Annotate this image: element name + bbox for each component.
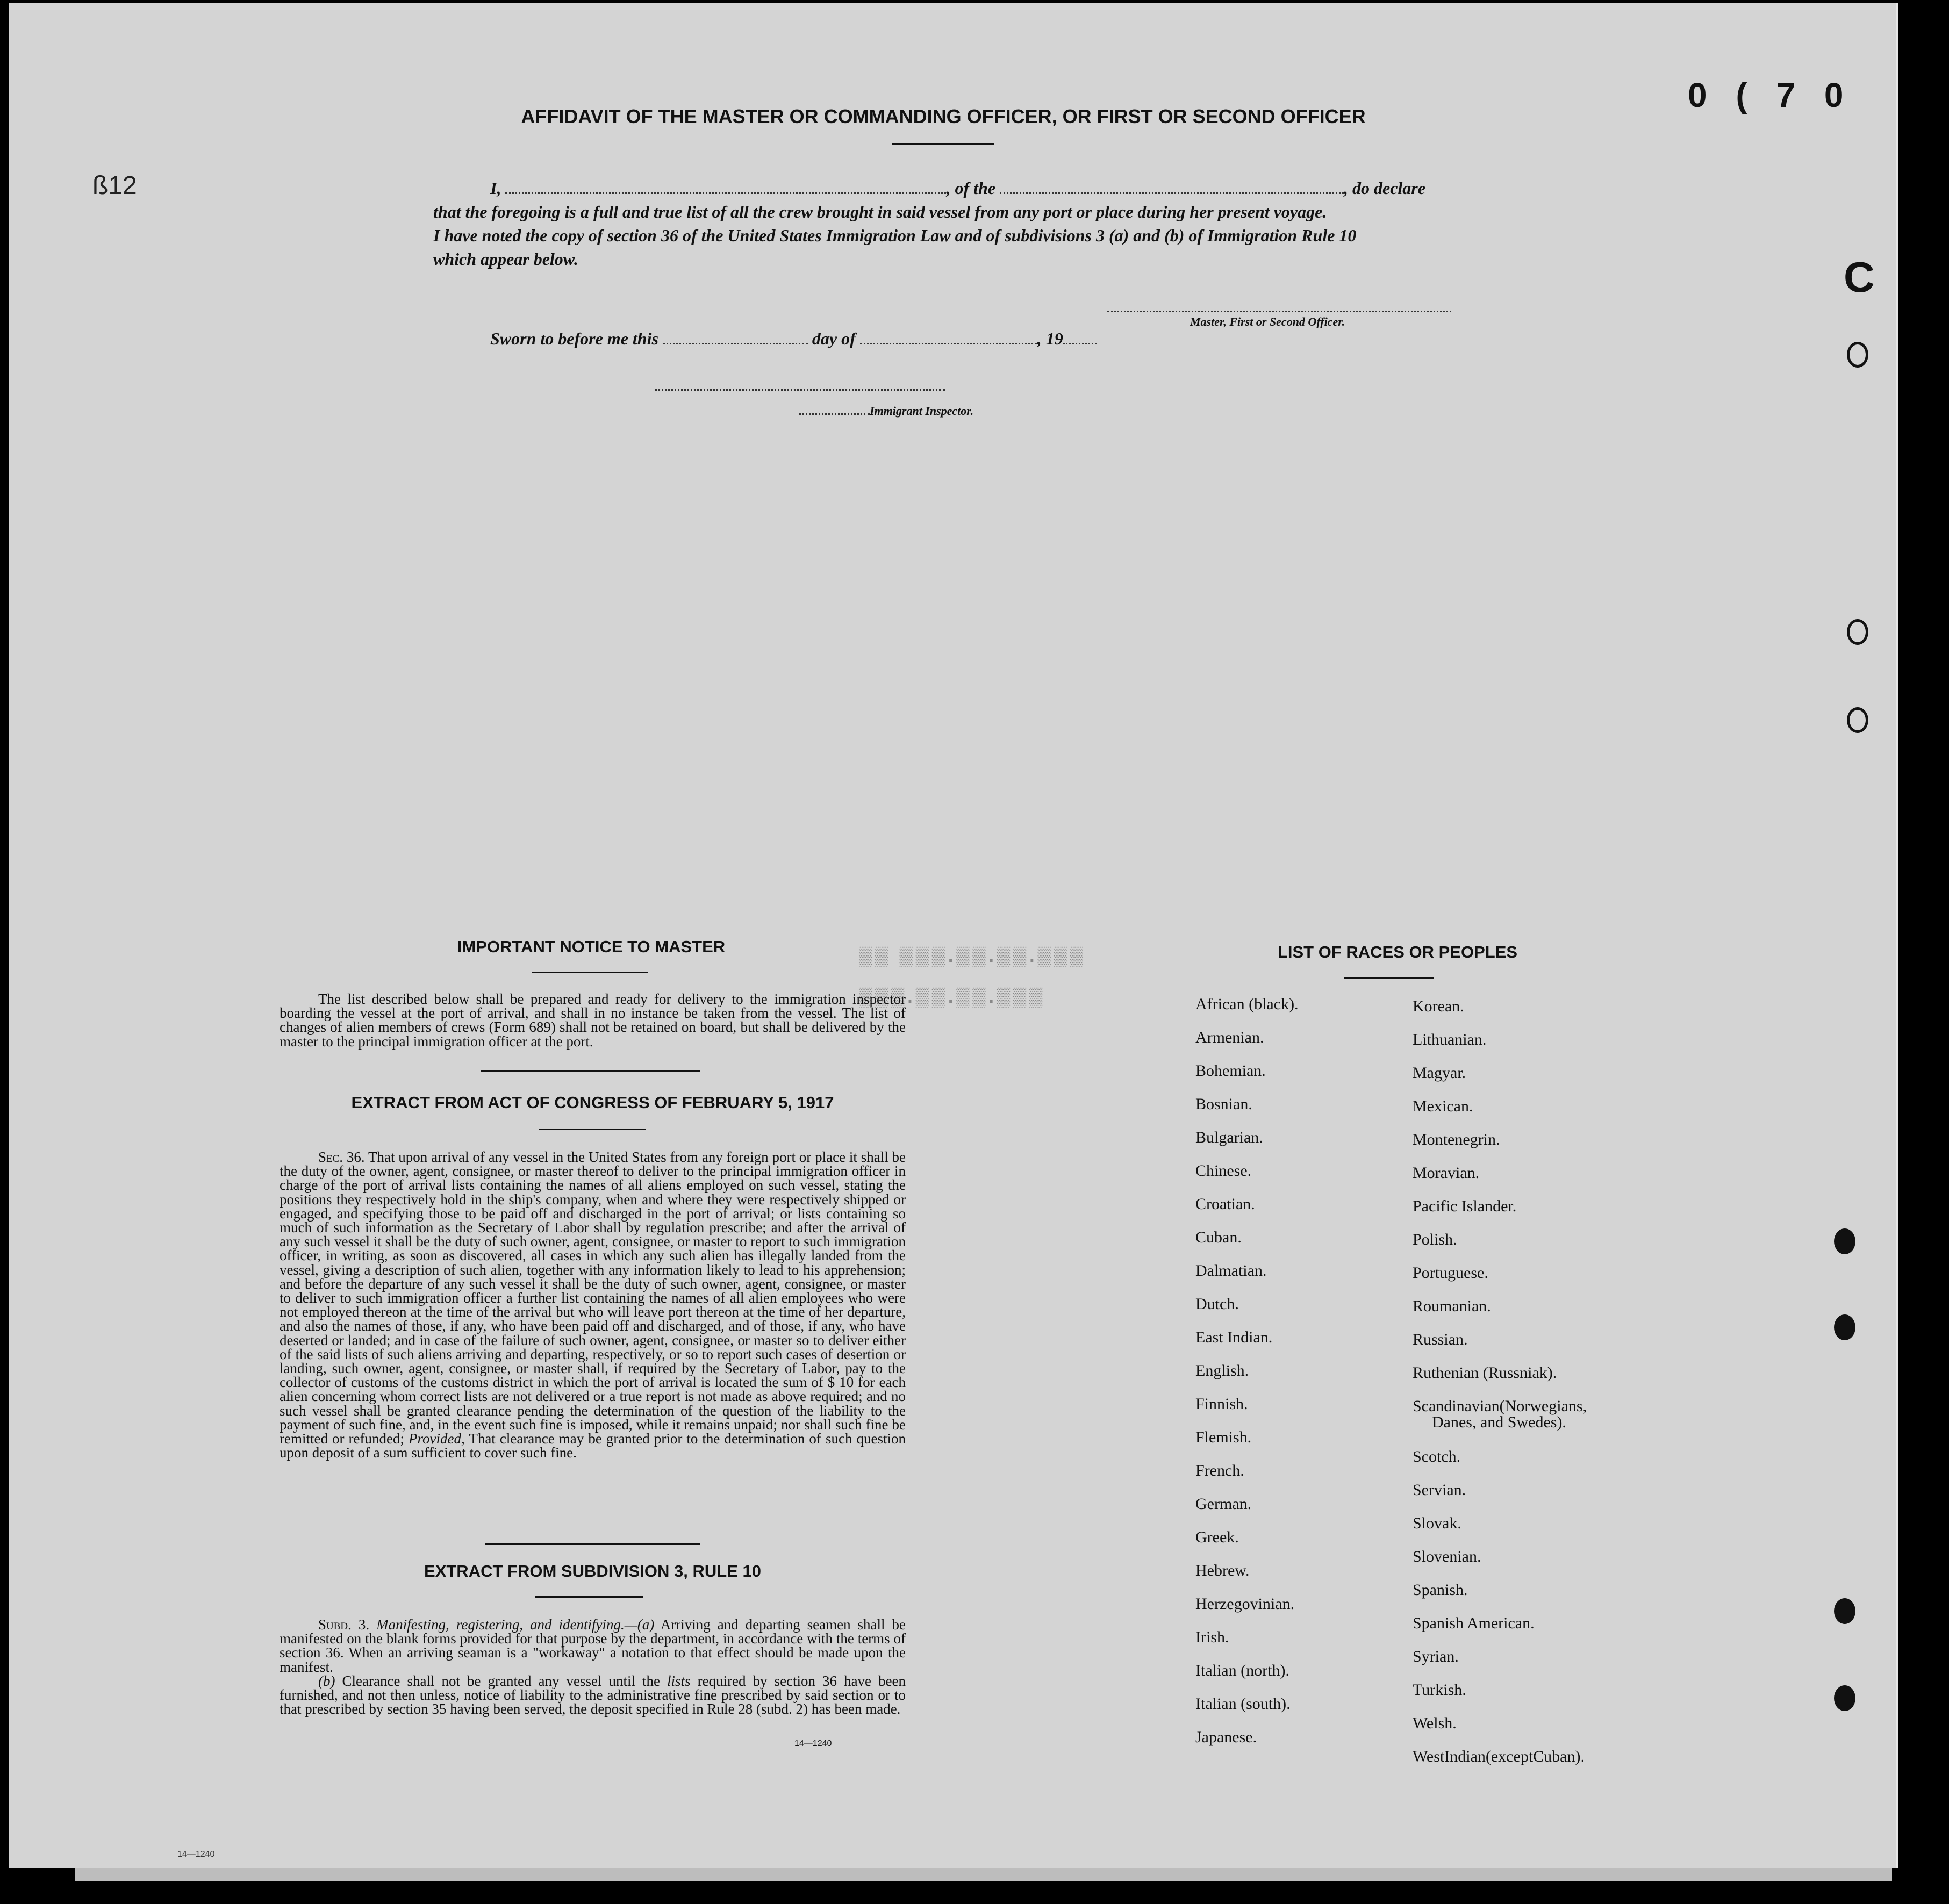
binding-hole [1847, 342, 1868, 368]
affidavit-line-4: which appear below. [433, 249, 578, 269]
race-item: Turkish. [1413, 1681, 1466, 1699]
binding-hole [1847, 707, 1868, 733]
act-text: That upon arrival of any vessel in the United States from any foreign port or place it shall be the duty of the owner, agent, consignee, or master thereof to deliver to the principal immigration officer in charge of the port of arrival lists containing the names of all aliens employed on such vessel, stating the positions they respectively hold in the ship's company, when and where they were respectively shipped or engaged, and specifying those to be paid off and discharged in the port of arrival; or lists containing so much of such information as the Secretary of Labor shall by regulation prescribe; and after the arrival of any such vessel it shall be the duty of such owner, agent, consignee, or master to report to such immigration officer, in writing, as soon as discovered, all cases in which any such alien has illegally landed from the vessel, giving a description of such alien, together with any information likely to lead to his apprehension; and before the departure of any such vessel it shall be the duty of such owner, agent, consignee, or master to deliver to such immigration officer a further list containing the names of all alien employees who were not employed thereon at the time of the arrival but who will leave port thereon at the time of her departure, and also the names of those, if any, who have been paid off and discharged, and of those, if any, who have deserted or landed; and in case of the failure of such owner, agent, consignee, or master so to deliver either of the said lists of such aliens arriving and departing, respectively, or so to report such cases of desertion or landing, such owner, agent, consignee, or master shall, if required by the Secretary of Labor, pay to the collector of customs of the customs district in which the port of arrival is located the sum of $ 10 for each alien concerning whom correct lists are not delivered or a true report is not made as above required; and no such vessel shall be granted clearance pending the determination of the question of the liability to the payment of such fine, and, in the event such fine is imposed, while it remains unpaid; nor shall such fine be remitted or refunded; [280, 1149, 906, 1447]
master-caption: Master, First or Second Officer. [1190, 315, 1345, 328]
race-item: Danes, and Swedes). [1432, 1413, 1566, 1431]
affidavit-line-1 [490, 178, 1425, 198]
race-item: Flemish. [1195, 1428, 1252, 1446]
race-item: Montenegrin. [1413, 1131, 1500, 1148]
rule-body [280, 1618, 906, 1716]
race-item: Dalmatian. [1195, 1262, 1267, 1280]
race-item: Irish. [1195, 1628, 1229, 1646]
race-item: Pacific Islander. [1413, 1197, 1517, 1215]
rule-paragraph-b [280, 1674, 906, 1716]
race-item: Bohemian. [1195, 1062, 1266, 1080]
race-item: Servian. [1413, 1481, 1466, 1499]
race-item: Italian (north). [1195, 1662, 1289, 1679]
race-item: East Indian. [1195, 1328, 1273, 1346]
affidavit-i: I, [490, 178, 501, 198]
race-item: Lithuanian. [1413, 1031, 1487, 1048]
binding-hole [1834, 1598, 1855, 1624]
race-item: English. [1195, 1362, 1249, 1379]
notice-separator [481, 1070, 700, 1072]
rule-rule [535, 1596, 643, 1598]
race-item: Portuguese. [1413, 1264, 1488, 1282]
inspector-caption [799, 404, 973, 418]
rule-subd-heading: Manifesting, registering, and identifying.—(a) [376, 1616, 655, 1633]
bottom-form-number: 14—1240 [177, 1850, 215, 1859]
binding-hole [1834, 1314, 1855, 1340]
margin-note-left: ß12 [92, 171, 137, 200]
faded-show-through: ▒▒▒.▒▒.▒▒.▒▒▒ [859, 987, 1046, 1007]
affidavit-declare: , do declare [1344, 178, 1425, 198]
affidavit-line-3: I have noted the copy of section 36 of the United States Immigration Law and of subdivisions 3 (a) and (b) of Immigration Rule 10 [433, 226, 1357, 245]
race-item: WestIndian(exceptCuban). [1413, 1748, 1585, 1765]
binding-hole [1834, 1685, 1855, 1711]
inspector-signature-line [655, 389, 945, 391]
race-item: Polish. [1413, 1231, 1457, 1248]
act-body [280, 1150, 906, 1460]
race-item: Russian. [1413, 1331, 1468, 1348]
race-item: French. [1195, 1462, 1244, 1479]
race-item: German. [1195, 1495, 1252, 1513]
rule-para-b-2: required by section 36 have been furnished, and not then unless, notice of liability to the administrative fine prescribed by said section or to that prescribed by section 35 having been served, the deposit specified in Rule 28 (subd. 2) has been made. [280, 1672, 906, 1718]
act-separator [485, 1543, 700, 1545]
race-item: Roumanian. [1413, 1297, 1491, 1315]
notice-title: IMPORTANT NOTICE TO MASTER [457, 937, 726, 956]
race-item: Korean. [1413, 997, 1464, 1015]
race-item: Moravian. [1413, 1164, 1480, 1182]
notice-body [280, 992, 906, 1048]
race-item: Scotch. [1413, 1448, 1461, 1465]
affidavit-of-the: , of the [946, 178, 995, 198]
sworn-year-label: , 19 [1037, 329, 1063, 348]
races-rule [1344, 977, 1434, 979]
act-provided-text: That clearance may be granted prior to the determination of such question upon deposit of a sum sufficient to cover such fine. [280, 1431, 906, 1461]
race-item: African (black). [1195, 995, 1299, 1013]
race-item: Greek. [1195, 1528, 1239, 1546]
race-item: Spanish. [1413, 1581, 1468, 1599]
notice-rule [532, 972, 648, 973]
document-sheet [9, 3, 1898, 1868]
race-item: Bosnian. [1195, 1095, 1252, 1113]
binding-hole [1834, 1228, 1855, 1254]
race-item: Croatian. [1195, 1195, 1255, 1213]
act-sec-label: Sec. 36. [318, 1149, 365, 1165]
rule-b-label: (b) [318, 1672, 335, 1689]
margin-note-right: C [1844, 253, 1875, 301]
race-item: Slovenian. [1413, 1548, 1481, 1565]
sworn-year-blank [1063, 343, 1097, 344]
rule-title: EXTRACT FROM SUBDIVISION 3, RULE 10 [424, 1562, 761, 1580]
race-item: Welsh. [1413, 1714, 1457, 1732]
act-paragraph [280, 1150, 906, 1460]
race-item: Ruthenian (Russniak). [1413, 1364, 1557, 1382]
affidavit-title: AFFIDAVIT OF THE MASTER OR COMMANDING OFFICER, OR FIRST OR SECOND OFFICER [521, 105, 1366, 127]
notice-paragraph: The list described below shall be prepared and ready for delivery to the immigration inspector boarding the vessel at the port of arrival, and shall in no instance be taken from the vessel. The list of changes of alien members of crews (Form 689) shall not be retained on board, but shall be delivered by the master to the principal immigration officer at the port. [280, 991, 906, 1050]
name-blank [505, 192, 946, 194]
race-item: Magyar. [1413, 1064, 1466, 1082]
title-rule [892, 143, 994, 145]
rule-para-b-1: Clearance shall not be granted any vessel until the [342, 1672, 660, 1689]
race-item: Finnish. [1195, 1395, 1248, 1413]
form-number: 14—1240 [794, 1739, 832, 1748]
race-item: Spanish American. [1413, 1614, 1535, 1632]
sworn-prefix: Sworn to before me this [490, 329, 658, 348]
race-item: Dutch. [1195, 1295, 1239, 1313]
race-item: Hebrew. [1195, 1562, 1250, 1579]
rule-paragraph-a [280, 1618, 906, 1674]
races-title: LIST OF RACES OR PEOPLES [1277, 943, 1518, 961]
sworn-day-label: day of [812, 329, 856, 348]
binding-hole [1847, 619, 1868, 645]
race-item: Chinese. [1195, 1162, 1252, 1180]
race-item: Mexican. [1413, 1097, 1473, 1115]
inspector-caption-text: Immigrant Inspector. [870, 404, 974, 418]
race-item: Syrian. [1413, 1648, 1459, 1665]
race-item: Cuban. [1195, 1228, 1242, 1246]
affidavit-line-2: that the foregoing is a full and true list of all the crew brought in said vessel from any port or place during her present voyage. [433, 202, 1327, 221]
rule-para-a: Arriving and departing seamen shall be manifested on the blank forms provided for that purpose by the department, in accordance with the terms of section 36. When an arriving seaman is a "workaway" a notation to that effect should be made upon the manifest. [280, 1616, 906, 1675]
sworn-day-blank [663, 343, 808, 344]
sworn-line [490, 329, 1097, 349]
inspector-caption-lead [799, 413, 870, 415]
race-item: Bulgarian. [1195, 1129, 1263, 1146]
race-item: Herzegovinian. [1195, 1595, 1295, 1613]
race-item: Italian (south). [1195, 1695, 1291, 1713]
act-provided-label: Provided, [409, 1431, 465, 1447]
race-item: Japanese. [1195, 1728, 1257, 1746]
vessel-blank [1000, 192, 1344, 194]
act-rule [539, 1129, 646, 1130]
faded-show-through: ▒▒ ▒▒▒.▒▒.▒▒.▒▒▒ [859, 946, 1086, 966]
rule-subd-label: Subd. 3. [318, 1616, 370, 1633]
race-item: Scandinavian(Norwegians, [1413, 1397, 1587, 1415]
corner-stamp: 0 ( 7 0 [1688, 76, 1853, 114]
rule-para-b-lists: lists [667, 1672, 691, 1689]
act-title: EXTRACT FROM ACT OF CONGRESS OF FEBRUARY 5, 1917 [351, 1093, 834, 1112]
sworn-month-blank [860, 343, 1037, 344]
race-item: Armenian. [1195, 1029, 1264, 1046]
master-signature-line [1107, 311, 1451, 312]
race-item: Slovak. [1413, 1514, 1461, 1532]
